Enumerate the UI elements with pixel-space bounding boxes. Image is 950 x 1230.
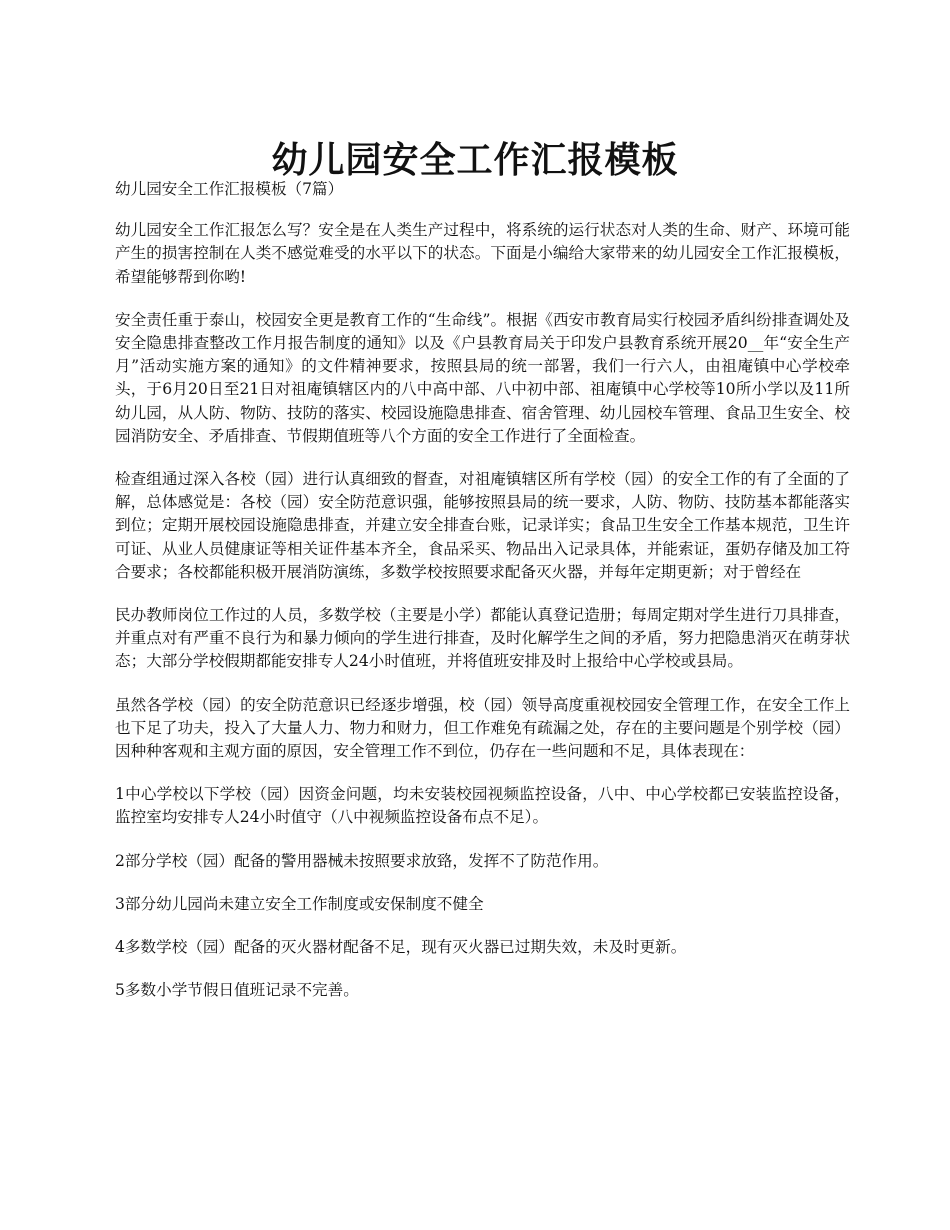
intro-paragraph: 幼儿园安全工作汇报怎么写？安全是在人类生产过程中，将系统的运行状态对人类的生命、财产、环境可能产生的损害控制在人类不感觉难受的水平以下的状态。下面是小编给大家带来的幼儿园安全工作汇报模板，希望能够帮到你哟! bbox=[115, 221, 850, 286]
problem-item-2: 2部分学校（园）配备的警用器械未按照要求放臵，发挥不了防范作用。 bbox=[115, 851, 609, 870]
background-paragraph: 安全责任重于泰山，校园安全更是教育工作的“生命线”。根据《西安市教育局实行校园矛盾纠纷排查调处及安全隐患排查整改工作月报告制度的通知》以及《户县教育局关于印发户县教育系统开展20__年“安全生产月”活动实施方案的通知》的文件精神要求，按照县局的统一部署，我们一行六人，由祖庵镇中心学校牵头，于6月20日至21日对祖庵镇辖区内的八中高中部、八中初中部、祖庵镇中心学校等10所小学以及11所幼儿园，从人防、物防、技防的落实、校园设施隐患排查、宿舍管理、幼儿园校车管理、食品卫生安全、校园消防安全、矛盾排查、节假期值班等八个方面的安全工作进行了全面检查。 bbox=[115, 310, 850, 445]
problem-item-3: 3部分幼儿园尚未建立安全工作制度或安保制度不健全 bbox=[115, 894, 484, 913]
document-subtitle: 幼儿园安全工作汇报模板（7篇） bbox=[115, 180, 344, 198]
findings-continued-paragraph: 民办教师岗位工作过的人员，多数学校（主要是小学）都能认真登记造册；每周定期对学生进行刀具排查，并重点对有严重不良行为和暴力倾向的学生进行排查，及时化解学生之间的矛盾，努力把隐患消灭在萌芽状态；大部分学校假期都能安排专人24小时值班，并将值班安排及时上报给中心学校或县局。 bbox=[115, 606, 850, 671]
document-title: 幼儿园安全工作汇报模板 bbox=[271, 139, 679, 182]
document-body bbox=[115, 178, 850, 1022]
findings-paragraph: 检查组通过深入各校（园）进行认真细致的督查，对祖庵镇辖区所有学校（园）的安全工作的有了全面的了解，总体感觉是：各校（园）安全防范意识强，能够按照县局的统一要求，人防、物防、技防基本都能落实到位；定期开展校园设施隐患排查，并建立安全排查台账，记录详实；食品卫生安全工作基本规范，卫生许可证、从业人员健康证等相关证件基本齐全，食品采买、物品出入记录具体，并能索证，蛋奶存储及加工符合要求；各校都能积极开展消防演练，多数学校按照要求配备灭火器，并每年定期更新；对于曾经在 bbox=[115, 470, 850, 581]
problem-item-5: 5多数小学节假日值班记录不完善。 bbox=[115, 981, 359, 1000]
problem-item-4: 4多数学校（园）配备的灭火器材配备不足，现有灭火器已过期失效，未及时更新。 bbox=[115, 938, 687, 957]
problem-item-1: 1中心学校以下学校（园）因资金问题，均未安装校园视频监控设备，八中、中心学校都已安装监控设备，监控室均安排专人24小时值守（八中视频监控设备布点不足）。 bbox=[115, 785, 850, 827]
problems-intro-paragraph: 虽然各学校（园）的安全防范意识已经逐步增强，校（园）领导高度重视校园安全管理工作，在安全工作上也下足了功夫，投入了大量人力、物力和财力，但工作难免有疏漏之处，存在的主要问题是个别学校（园）因种种客观和主观方面的原因，安全管理工作不到位，仍存在一些问题和不足，具体表现在： bbox=[115, 695, 850, 761]
